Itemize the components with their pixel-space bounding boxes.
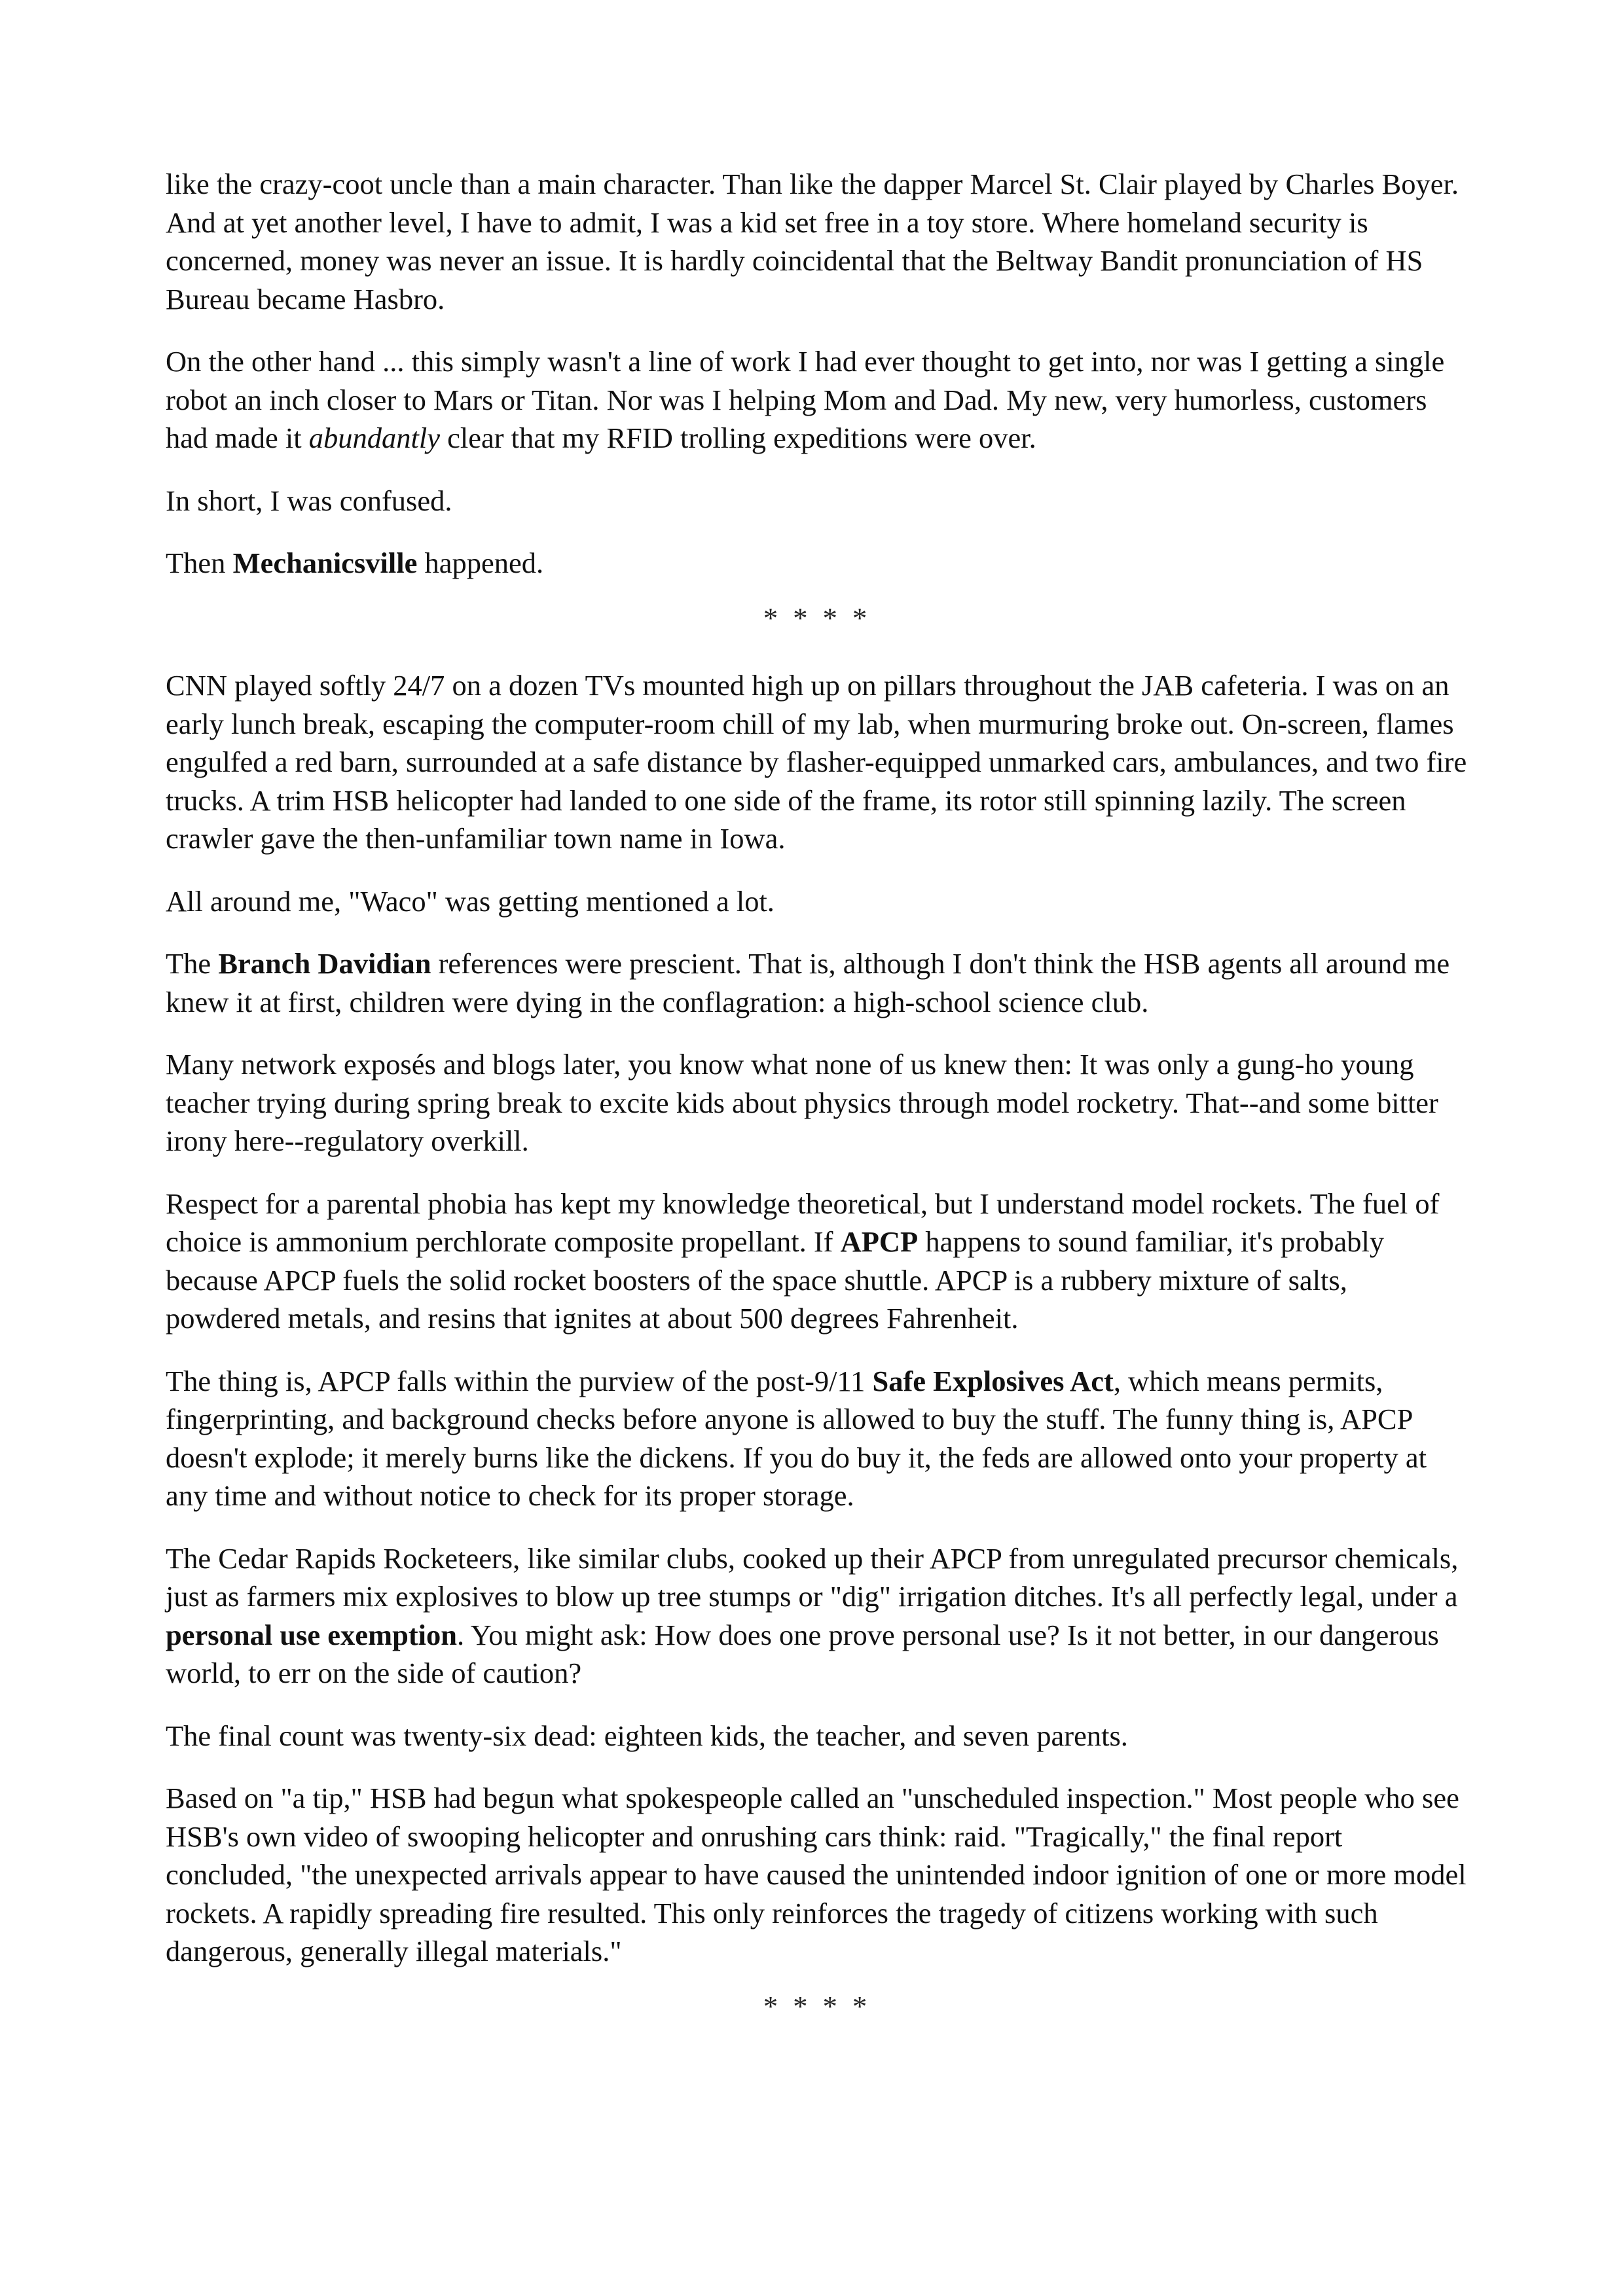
body-text: [166, 165, 1468, 2054]
paragraph: [166, 1045, 1468, 1160]
paragraph: [166, 165, 1468, 318]
text-run: The final count was twenty-six dead: eighteen kids, the teacher, and seven parents.: [166, 1719, 1128, 1752]
text-run: Then: [166, 547, 233, 579]
paragraph: [166, 544, 1468, 583]
text-run: In short, I was confused.: [166, 484, 452, 517]
text-run: CNN played softly 24/7 on a dozen TVs mounted high up on pillars throughout the JAB cafeteria. I was on an early lunch break, escaping the computer-room chill of my lab, when murmuring broke out. On-screen, flames engulfed a red barn, surrounded at a safe distance by flasher-equipped unmarked cars, ambulances, and two fire trucks. A trim HSB helicopter had landed to one side of the frame, its rotor still spinning lazily. The screen crawler gave the then-unfamiliar town name in Iowa.: [166, 669, 1467, 855]
scene-break: * * * *: [763, 601, 871, 634]
bold-term: personal use exemption: [166, 1618, 457, 1651]
text-run: like the crazy-coot uncle than a main character. Than like the dapper Marcel St. Clair played by Charles Boyer. And at yet another level, I have to admit, I was a kid set free in a toy store. Where homeland security is concerned, money was never an issue. It is hardly coincidental that the Beltway Bandit pronunciation of HS Bureau became Hasbro.: [166, 168, 1459, 315]
bold-term: Mechanicsville: [232, 547, 418, 579]
text-run: references were prescient. That is, although I don't think the HSB agents all around me knew it at first, children were dying in the conflagration: a high-school science club.: [166, 947, 1450, 1018]
paragraph: [166, 1779, 1468, 1971]
text-run: All around me, "Waco" was getting mentioned a lot.: [166, 884, 775, 918]
bold-term: Branch Davidian: [218, 947, 431, 980]
paragraph: [166, 482, 1468, 520]
scene-break: * * * *: [763, 1989, 871, 2022]
text-run: Based on "a tip," HSB had begun what spokespeople called an "unscheduled inspection." Most people who see HSB's own video of swooping helicopter and onrushing cars think: raid. "Tragically," the final report concluded, "the unexpected arrivals appear to have caused the unintended indoor ignition of one or more model rockets. A rapidly spreading fire resulted. This only reinforces the tragedy of citizens working with such dangerous, generally illegal materials.": [166, 1782, 1467, 1967]
paragraph: [166, 1717, 1468, 1755]
paragraph: [166, 1185, 1468, 1338]
text-run: The: [166, 947, 219, 980]
text-run: clear that my RFID trolling expeditions were over.: [439, 422, 1036, 454]
paragraph: [166, 1539, 1468, 1693]
text-run: , which means permits, fingerprinting, and background checks before anyone is allowed to buy the stuff. The funny thing is, APCP doesn't explode; it merely burns like the dickens. If you do buy it, the feds are allowed onto your property at any time and without notice to check for its proper storage.: [166, 1364, 1427, 1512]
emphasis: abundantly: [308, 422, 440, 454]
paragraph: [166, 944, 1468, 1021]
text-run: On the other hand ... this simply wasn't a line of work I had ever thought to get into, nor was I getting a single robot an inch closer to Mars or Titan. Nor was I helping Mom and Dad. My new, very humorless, customers had made it: [166, 345, 1445, 454]
text-run: Respect for a parental phobia has kept my knowledge theoretical, but I understand model rockets. The fuel of choice is ammonium perchlorate composite propellant. If: [166, 1187, 1440, 1258]
text-run: The Cedar Rapids Rocketeers, like similar clubs, cooked up their APCP from unregulated precursor chemicals, just as farmers mix explosives to blow up tree stumps or "dig" irrigation ditches. It's all perfectly legal, under a: [166, 1541, 1459, 1613]
bold-term: APCP: [840, 1225, 919, 1258]
text-run: The thing is, APCP falls within the purview of the post-9/11: [166, 1364, 873, 1397]
paragraph: [166, 882, 1468, 921]
paragraph: [166, 1362, 1468, 1515]
bold-term: Safe Explosives Act: [872, 1364, 1114, 1397]
text-run: happens to sound familiar, it's probably because APCP fuels the solid rocket boosters of the space shuttle. APCP is a rubbery mixture of salts, powdered metals, and resins that ignites at about 500 degrees Fahrenheit.: [166, 1225, 1385, 1335]
text-run: . You might ask: How does one prove personal use? Is it not better, in our dangerous world, to err on the side of caution?: [166, 1618, 1439, 1689]
paragraph: [166, 666, 1468, 858]
text-run: happened.: [417, 547, 544, 579]
paragraph: [166, 342, 1468, 457]
text-run: Many network exposés and blogs later, you know what none of us knew then: It was only a gung-ho young teacher trying during spring break to excite kids about physics through model rocketry. That--and some bitter irony here--regulatory overkill.: [166, 1048, 1438, 1157]
